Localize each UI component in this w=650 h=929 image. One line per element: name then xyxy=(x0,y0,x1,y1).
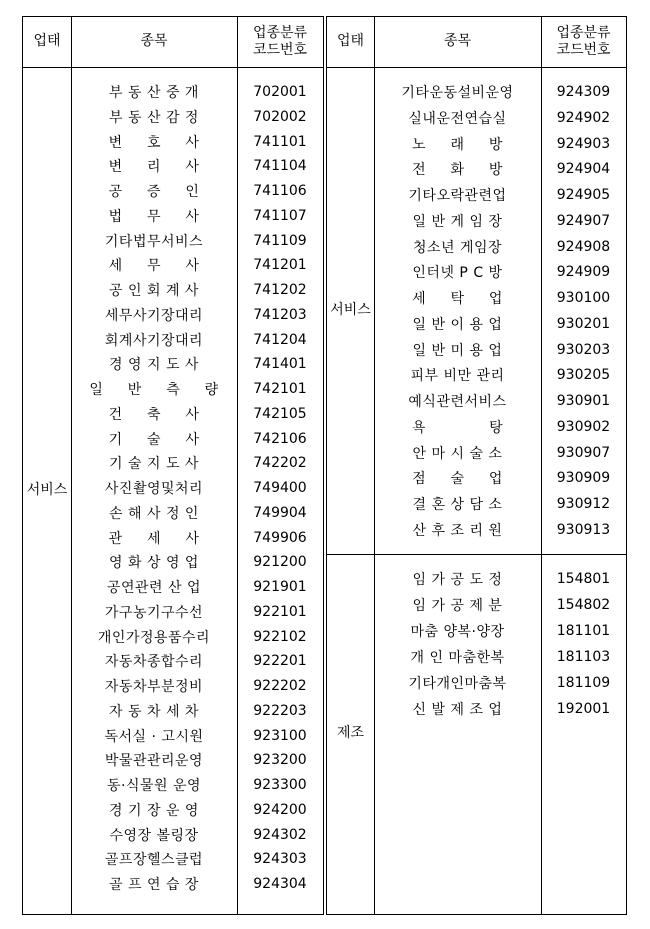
table-row-code xyxy=(541,235,626,259)
item-code: 741109 xyxy=(253,232,307,249)
item-name: 일 반 이 용 업 xyxy=(412,316,503,333)
item-name: 회계사기장대리 xyxy=(104,332,204,349)
item-code: 924908 xyxy=(556,238,611,255)
header-item: 종목 xyxy=(443,33,472,50)
item-name: 일 반 게 임 장 xyxy=(412,213,503,230)
table-row-item xyxy=(71,501,237,525)
item-code: 742202 xyxy=(253,455,307,472)
item-code: 930100 xyxy=(556,290,611,306)
table-row-code xyxy=(237,674,323,698)
table-row-code xyxy=(237,328,323,352)
item-code: 702002 xyxy=(253,108,307,125)
item-code: 154802 xyxy=(556,597,611,613)
table-row-code xyxy=(541,697,626,721)
item-name: 건 축 사 xyxy=(108,406,200,423)
table-row-item xyxy=(374,132,541,156)
item-code: 924303 xyxy=(253,851,307,868)
table-row-item xyxy=(71,179,237,203)
header-code-line1: 업종분류 xyxy=(556,24,611,41)
table-row-item xyxy=(374,518,541,542)
table-row-item xyxy=(71,105,237,129)
table-row-code xyxy=(541,80,626,104)
left-table xyxy=(22,16,324,915)
table-row-code xyxy=(541,466,626,490)
item-name: 부 동 산 감 정 xyxy=(109,109,199,126)
item-code: 741202 xyxy=(253,282,307,298)
item-name: 기 술 사 xyxy=(108,431,200,448)
table-row-item xyxy=(71,377,237,401)
table-row-code xyxy=(237,154,323,178)
table-row-code xyxy=(237,229,323,253)
item-name: 실내운전연습실 xyxy=(408,110,507,127)
table-row-item xyxy=(374,567,541,591)
item-name: 자동차종합수리 xyxy=(104,654,204,671)
category-label-service: 서비스 xyxy=(330,301,371,318)
item-name: 골프장헬스클럽 xyxy=(104,852,204,869)
item-name: 청소년 게임장 xyxy=(412,239,503,256)
item-code: 923100 xyxy=(253,727,307,744)
item-name: 피부 비만 관리 xyxy=(410,368,505,385)
table-row-code xyxy=(541,518,626,542)
item-code: 924200 xyxy=(253,801,307,818)
item-name: 안 마 시 술 소 xyxy=(412,445,503,462)
table-row-code xyxy=(237,575,323,599)
table-row-item xyxy=(71,823,237,847)
item-name: 기타개인마춤복 xyxy=(408,676,507,692)
table-row-code xyxy=(541,338,626,362)
table-row-code xyxy=(237,699,323,723)
item-code: 924909 xyxy=(556,264,611,281)
item-name: 개인가정용품수리 xyxy=(97,629,211,646)
table-row-item xyxy=(374,286,541,310)
table-row-code xyxy=(541,312,626,336)
header-category: 업태 xyxy=(336,33,365,50)
table-row-code xyxy=(237,847,323,871)
table-row-code xyxy=(237,303,323,327)
table-row-code xyxy=(237,427,323,451)
table-row-code xyxy=(237,748,323,772)
header-code-line2: 코드번호 xyxy=(252,42,308,58)
table-row-item xyxy=(71,649,237,673)
table-row-code xyxy=(237,798,323,822)
item-code: 930912 xyxy=(556,496,611,512)
item-code: 922203 xyxy=(253,702,307,719)
table-row-item xyxy=(71,699,237,723)
header-item: 종목 xyxy=(140,33,168,50)
item-name: 수영장 볼링장 xyxy=(109,827,199,844)
table-row-code xyxy=(237,526,323,550)
item-name: 임 가 공 도 정 xyxy=(412,572,503,588)
table-row-item xyxy=(71,278,237,302)
item-code: 924902 xyxy=(556,109,611,126)
item-name: 결 혼 상 담 소 xyxy=(412,497,503,513)
table-row-code xyxy=(541,441,626,465)
item-code: 192001 xyxy=(556,701,611,717)
table-row-item xyxy=(71,526,237,550)
item-name: 세 탁 업 xyxy=(412,291,503,307)
item-name: 노 래 방 xyxy=(412,136,503,153)
item-name: 공 인 회 계 사 xyxy=(109,283,199,299)
table-row-item xyxy=(374,697,541,721)
item-name: 변 리 사 xyxy=(108,159,200,176)
item-code: 930907 xyxy=(556,444,611,461)
table-row-item xyxy=(374,415,541,439)
table-row-item xyxy=(71,130,237,154)
item-name: 기타법무서비스 xyxy=(104,233,204,250)
header-code-line1: 업종분류 xyxy=(252,24,308,41)
table-row-item xyxy=(374,157,541,181)
item-code: 924304 xyxy=(253,876,307,892)
table-row-item xyxy=(374,363,541,387)
header-code xyxy=(541,17,626,67)
item-code: 921200 xyxy=(253,554,307,571)
item-name: 관 세 사 xyxy=(108,530,200,547)
table-row-code xyxy=(237,625,323,649)
table-row-item xyxy=(374,80,541,104)
table-row-item xyxy=(71,575,237,599)
table-row-item xyxy=(374,338,541,362)
table-row-code xyxy=(237,600,323,624)
item-name: 일 반 측 량 xyxy=(89,382,219,398)
item-code: 923300 xyxy=(253,777,307,793)
item-code: 741106 xyxy=(253,183,307,199)
item-code: 742101 xyxy=(253,381,307,397)
item-name: 예식관련서비스 xyxy=(408,394,507,410)
table-row-code xyxy=(541,106,626,130)
table-row-code xyxy=(237,377,323,401)
item-code: 742106 xyxy=(253,430,307,447)
table-row-item xyxy=(71,402,237,426)
table-row-item xyxy=(71,229,237,253)
item-name: 전 화 방 xyxy=(412,162,503,179)
table-row-item xyxy=(71,80,237,104)
table-row-code xyxy=(237,451,323,475)
table-row-item xyxy=(374,619,541,643)
table-row-code xyxy=(541,492,626,516)
item-code: 930902 xyxy=(556,418,611,435)
table-row-item xyxy=(374,492,541,516)
item-code: 922101 xyxy=(253,603,307,620)
item-name: 영 화 상 영 업 xyxy=(109,555,199,572)
item-code: 924903 xyxy=(556,135,611,152)
header-category: 업태 xyxy=(33,33,61,50)
item-code: 922102 xyxy=(253,628,307,645)
table-row-item xyxy=(374,106,541,130)
item-name: 기 술 지 도 사 xyxy=(109,456,199,473)
table-row-item xyxy=(71,427,237,451)
table-row-item xyxy=(71,625,237,649)
item-name: 경 영 지 도 사 xyxy=(109,357,199,374)
table-row-item xyxy=(374,466,541,490)
table-row-item xyxy=(374,260,541,284)
item-code: 930203 xyxy=(556,341,611,358)
item-code: 741101 xyxy=(253,133,307,150)
item-code: 924905 xyxy=(556,187,611,203)
item-name: 신 발 제 조 업 xyxy=(412,702,503,718)
table-row-code xyxy=(237,253,323,277)
item-name: 가구농기구수선 xyxy=(104,604,204,621)
table-row-code xyxy=(237,501,323,525)
table-row-item xyxy=(374,389,541,413)
table-row-item xyxy=(71,674,237,698)
item-name: 동·식물원 운영 xyxy=(106,778,202,794)
item-name: 자 동 차 세 차 xyxy=(109,703,199,720)
header-code-line2: 코드번호 xyxy=(556,42,611,58)
item-name: 박물관관리운영 xyxy=(104,753,204,770)
item-name: 세 무 사 xyxy=(108,258,200,275)
item-code: 923200 xyxy=(253,752,307,769)
table-row-code xyxy=(541,415,626,439)
table-row-code xyxy=(237,179,323,203)
item-name: 점 술 업 xyxy=(412,471,503,488)
table-row-code xyxy=(541,132,626,156)
table-row-code xyxy=(541,157,626,181)
table-row-code xyxy=(541,567,626,591)
table-row-code xyxy=(237,476,323,500)
table-row-item xyxy=(71,724,237,748)
item-code: 924309 xyxy=(556,84,611,100)
item-name: 세무사기장대리 xyxy=(104,307,204,324)
item-code: 741401 xyxy=(253,356,307,373)
table-row-code xyxy=(541,260,626,284)
table-row-item xyxy=(71,476,237,500)
item-name: 인터넷 P C 방 xyxy=(412,265,503,282)
item-code: 930901 xyxy=(556,393,611,409)
table-row-item xyxy=(71,451,237,475)
category-label-manufacturing: 제조 xyxy=(336,725,365,742)
item-name: 일 반 미 용 업 xyxy=(412,342,503,359)
table-row-code xyxy=(237,278,323,302)
table-row-code xyxy=(541,593,626,617)
table-row-code xyxy=(541,389,626,413)
item-code: 741203 xyxy=(253,306,307,323)
item-name: 사진촬영및처리 xyxy=(104,481,204,497)
table-row-code xyxy=(541,209,626,233)
item-name: 공연관련 산 업 xyxy=(106,580,202,596)
table-row-code xyxy=(237,823,323,847)
item-name: 욕 탕 xyxy=(411,419,504,436)
item-name: 기타오락관련업 xyxy=(408,188,507,204)
item-name: 골 프 연 습 장 xyxy=(109,877,199,893)
table-row-code xyxy=(237,550,323,574)
item-name: 독서실 · 고시원 xyxy=(104,728,204,745)
table-row-code xyxy=(237,80,323,104)
item-code: 921901 xyxy=(253,579,307,595)
item-name: 공 증 인 xyxy=(108,184,200,200)
table-row-item xyxy=(374,183,541,207)
item-code: 922202 xyxy=(253,678,307,694)
table-row-item xyxy=(71,600,237,624)
table-row-item xyxy=(374,645,541,669)
item-code: 741201 xyxy=(253,257,307,274)
item-name: 법 무 사 xyxy=(108,208,200,225)
table-row-code xyxy=(237,402,323,426)
item-code: 749400 xyxy=(253,480,307,496)
item-code: 924904 xyxy=(556,161,611,178)
item-code: 181109 xyxy=(556,675,611,691)
item-code: 154801 xyxy=(556,571,611,587)
table-row-item xyxy=(374,593,541,617)
item-name: 부 동 산 중 개 xyxy=(109,85,199,101)
item-name: 경 기 장 운 영 xyxy=(109,802,199,819)
table-row-code xyxy=(541,645,626,669)
item-name: 기타운동설비운영 xyxy=(401,85,514,101)
item-name: 변 호 사 xyxy=(108,134,200,151)
table-row-item xyxy=(71,154,237,178)
item-name: 개 인 마춤한복 xyxy=(410,650,505,666)
table-row-item xyxy=(71,303,237,327)
item-code: 930909 xyxy=(556,470,611,487)
table-row-item xyxy=(71,798,237,822)
table-row-item xyxy=(71,204,237,228)
table-row-item xyxy=(374,441,541,465)
table-row-code xyxy=(541,183,626,207)
item-code: 924302 xyxy=(253,826,307,843)
right-table xyxy=(326,16,627,915)
table-row-code xyxy=(541,286,626,310)
item-name: 산 후 조 리 원 xyxy=(412,522,503,539)
table-row-item xyxy=(71,550,237,574)
item-code: 930205 xyxy=(556,367,611,384)
table-row-item xyxy=(374,235,541,259)
item-name: 자동차부분정비 xyxy=(104,679,204,695)
table-row-item xyxy=(71,352,237,376)
table-row-code xyxy=(541,363,626,387)
table-row-code xyxy=(237,724,323,748)
table-row-code xyxy=(237,872,323,896)
table-row-code xyxy=(541,619,626,643)
table-row-item xyxy=(374,209,541,233)
table-row-code xyxy=(237,204,323,228)
item-code: 702001 xyxy=(253,84,307,100)
table-row-item xyxy=(71,748,237,772)
item-code: 924907 xyxy=(556,212,611,229)
item-name: 마춤 양복·양장 xyxy=(410,624,505,640)
item-name: 손 해 사 정 인 xyxy=(109,505,199,522)
item-code: 181101 xyxy=(556,623,611,639)
item-code: 930201 xyxy=(556,315,611,332)
item-code: 742105 xyxy=(253,405,307,422)
table-row-code xyxy=(237,130,323,154)
item-code: 741204 xyxy=(253,331,307,348)
item-code: 749906 xyxy=(253,529,307,546)
item-code: 749904 xyxy=(253,504,307,521)
table-row-code xyxy=(541,671,626,695)
table-row-code xyxy=(237,649,323,673)
table-row-item xyxy=(71,253,237,277)
item-code: 181103 xyxy=(556,649,611,665)
table-row-item xyxy=(71,872,237,896)
table-row-code xyxy=(237,352,323,376)
table-row-code xyxy=(237,105,323,129)
item-code: 930913 xyxy=(556,521,611,538)
category-label: 서비스 xyxy=(26,481,68,498)
table-row-item xyxy=(71,328,237,352)
table-row-item xyxy=(374,312,541,336)
item-code: 741104 xyxy=(253,158,307,175)
header-code xyxy=(237,17,323,67)
table-row-item xyxy=(71,847,237,871)
item-name: 임 가 공 제 분 xyxy=(412,598,503,614)
table-row-item xyxy=(71,773,237,797)
item-code: 922201 xyxy=(253,653,307,670)
table-row-code xyxy=(237,773,323,797)
table-row-item xyxy=(374,671,541,695)
item-code: 741107 xyxy=(253,207,307,224)
